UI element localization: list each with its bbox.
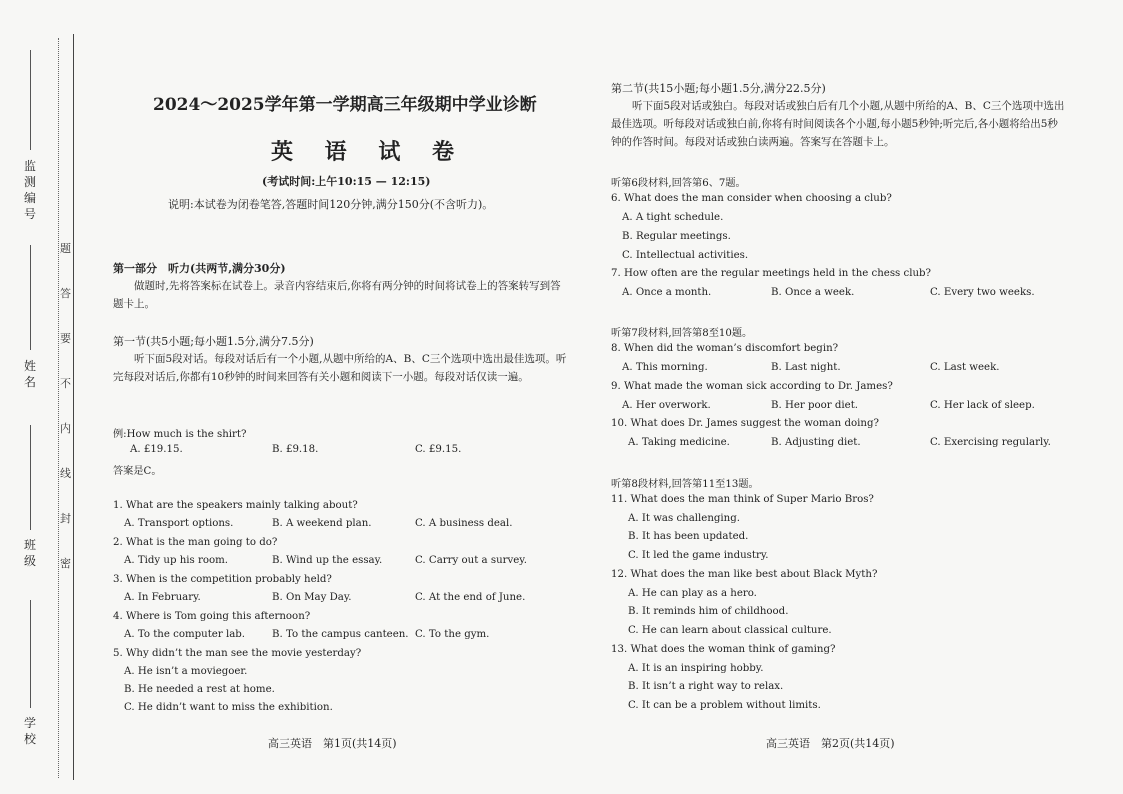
q2-option-a: A. Tidy up his room. xyxy=(124,555,229,566)
seal-char: 封 xyxy=(60,512,71,525)
q13-option-b: B. It isn’t a right way to relax. xyxy=(628,681,784,692)
q7-option-b: B. Once a week. xyxy=(771,287,855,298)
seal-char: 内 xyxy=(60,422,71,435)
seal-char: 题 xyxy=(60,242,71,255)
question-6: 6. What does the man consider when choosing a club? xyxy=(611,193,892,204)
q2-option-c: C. Carry out a survey. xyxy=(415,555,527,566)
name-line xyxy=(30,245,31,350)
question-13: 13. What does the woman think of gaming? xyxy=(611,644,836,655)
monitor-number-label: 监测编号 xyxy=(23,159,36,221)
q10-option-c: C. Exercising regularly. xyxy=(930,437,1051,448)
example-option-b: B. £9.18. xyxy=(272,444,319,455)
q1-option-b: B. A weekend plan. xyxy=(272,518,372,529)
q11-option-c: C. It led the game industry. xyxy=(628,550,769,561)
group-6-lead: 听第6段材料,回答第6、7题。 xyxy=(611,178,746,189)
q12-option-b: B. It reminds him of childhood. xyxy=(628,606,789,617)
section2-intro: 听下面5段对话或独白。每段对话或独白后有几个小题,从题中所给的A、B、C三个选项中选出最佳选项。听每段对话或独白前,你将有时间阅读各个小题,每小题5秒钟;听完后,各小题将给出5秒钟的作答时间。每段对话或独白读两遍。答案写在答题卡上。 xyxy=(611,100,1065,148)
q5-option-b: B. He needed a rest at home. xyxy=(124,684,275,695)
q1-option-c: C. A business deal. xyxy=(415,518,513,529)
school-label: 学 校 xyxy=(23,716,49,746)
question-4: 4. Where is Tom going this afternoon? xyxy=(113,611,311,622)
q9-option-a: A. Her overwork. xyxy=(622,400,711,411)
page-border-line xyxy=(73,34,74,780)
class-line xyxy=(30,425,31,530)
group-7-lead: 听第7段材料,回答第8至10题。 xyxy=(611,328,753,339)
part1-intro: 做题时,先将答案标在试卷上。录音内容结束后,你将有两分钟的时间将试卷上的答案转写到答题卡上。 xyxy=(113,280,561,310)
group-8-lead: 听第8段材料,回答第11至13题。 xyxy=(611,479,759,490)
q5-option-c: C. He didn’t want to miss the exhibition. xyxy=(124,702,333,713)
question-2: 2. What is the man going to do? xyxy=(113,537,278,548)
question-9: 9. What made the woman sick according to Dr. James? xyxy=(611,381,893,392)
q12-option-c: C. He can learn about classical culture. xyxy=(628,625,832,636)
q7-option-c: C. Every two weeks. xyxy=(930,287,1035,298)
q4-option-c: C. To the gym. xyxy=(415,629,490,640)
q12-option-a: A. He can play as a hero. xyxy=(628,588,757,599)
q8-option-b: B. Last night. xyxy=(771,362,841,373)
example-answer: 答案是C。 xyxy=(113,466,162,477)
q1-option-a: A. Transport options. xyxy=(124,518,234,529)
q13-option-a: A. It is an inspiring hobby. xyxy=(628,663,764,674)
example-question: 例:How much is the shirt? xyxy=(113,429,247,440)
binding-dotted-line xyxy=(58,38,59,778)
q7-option-a: A. Once a month. xyxy=(622,287,712,298)
page-footer-right: 高三英语 第2页(共14页) xyxy=(766,737,895,750)
q4-option-a: A. To the computer lab. xyxy=(124,629,246,640)
question-10: 10. What does Dr. James suggest the woman doing? xyxy=(611,418,879,429)
q3-option-c: C. At the end of June. xyxy=(415,592,526,603)
q9-option-b: B. Her poor diet. xyxy=(771,400,859,411)
question-3: 3. When is the competition probably held? xyxy=(113,574,332,585)
seal-char: 线 xyxy=(60,467,71,480)
subject-title: 英 语 试 卷 xyxy=(271,139,466,165)
section2-heading: 第二节(共15小题;每小题1.5分,满分22.5分) xyxy=(611,82,826,95)
example-option-a: A. £19.15. xyxy=(130,444,183,455)
q2-option-b: B. Wind up the essay. xyxy=(272,555,383,566)
exam-time: (考试时间:上午10:15 — 12:15) xyxy=(262,175,431,188)
q3-option-b: B. On May Day. xyxy=(272,592,352,603)
exam-note: 说明:本试卷为闭卷笔答,答题时间120分钟,满分150分(不含听力)。 xyxy=(168,198,494,211)
question-12: 12. What does the man like best about Black Myth? xyxy=(611,569,878,580)
question-1: 1. What are the speakers mainly talking about? xyxy=(113,500,358,511)
q11-option-b: B. It has been updated. xyxy=(628,531,749,542)
name-label: 姓 名 xyxy=(23,359,49,389)
part1-heading: 第一部分 听力(共两节,满分30分) xyxy=(113,262,286,275)
section1-intro: 听下面5段对话。每段对话后有一个小题,从题中所给的A、B、C三个选项中选出最佳选项。听完每段对话后,你都有10秒钟的时间来回答有关小题和阅读下一小题。每段对话仅读一遍。 xyxy=(113,353,567,383)
q4-option-b: B. To the campus canteen. xyxy=(272,629,409,640)
exam-title: 2024～2025学年第一学期高三年级期中学业诊断 xyxy=(153,95,537,115)
q6-option-a: A. A tight schedule. xyxy=(622,212,724,223)
section1-heading: 第一节(共5小题;每小题1.5分,满分7.5分) xyxy=(113,335,314,348)
q11-option-a: A. It was challenging. xyxy=(628,513,740,524)
page-footer-left: 高三英语 第1页(共14页) xyxy=(268,737,397,750)
question-8: 8. When did the woman’s discomfort begin? xyxy=(611,343,839,354)
q3-option-a: A. In February. xyxy=(124,592,201,603)
seal-char: 密 xyxy=(60,557,71,570)
q10-option-a: A. Taking medicine. xyxy=(628,437,730,448)
q5-option-a: A. He isn’t a moviegoer. xyxy=(124,666,248,677)
q13-option-c: C. It can be a problem without limits. xyxy=(628,700,821,711)
q6-option-c: C. Intellectual activities. xyxy=(622,250,749,261)
q8-option-a: A. This morning. xyxy=(622,362,708,373)
school-line xyxy=(30,600,31,708)
seal-char: 不 xyxy=(60,377,71,390)
example-option-c: C. £9.15. xyxy=(415,444,462,455)
q9-option-c: C. Her lack of sleep. xyxy=(930,400,1035,411)
q10-option-b: B. Adjusting diet. xyxy=(771,437,861,448)
q6-option-b: B. Regular meetings. xyxy=(622,231,731,242)
class-label: 班 级 xyxy=(23,538,49,568)
seal-char: 要 xyxy=(60,332,71,345)
question-7: 7. How often are the regular meetings held in the chess club? xyxy=(611,268,932,279)
q8-option-c: C. Last week. xyxy=(930,362,1000,373)
question-11: 11. What does the man think of Super Mario Bros? xyxy=(611,494,874,505)
monitor-number-line xyxy=(30,50,31,150)
question-5: 5. Why didn’t the man see the movie yesterday? xyxy=(113,648,362,659)
seal-char: 答 xyxy=(60,287,71,300)
